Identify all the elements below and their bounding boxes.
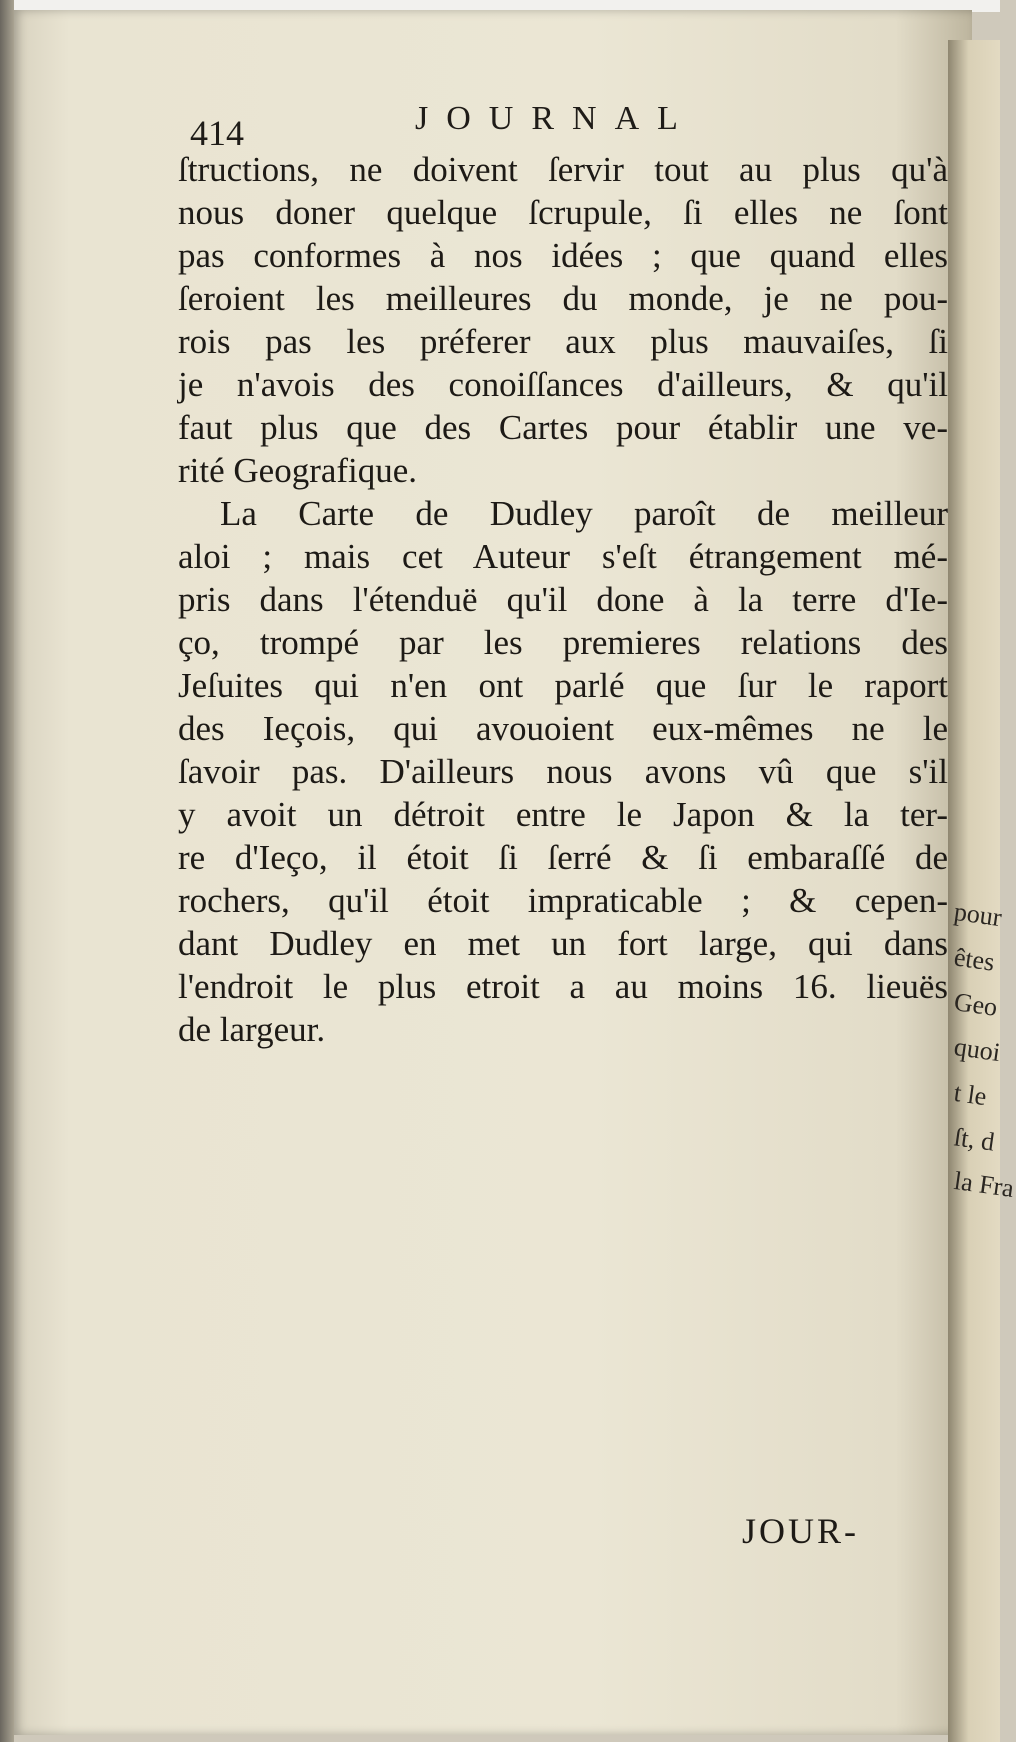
catchword: JOUR- xyxy=(742,1511,860,1551)
text-line: faut plus que des Cartes pour établir une ve- xyxy=(178,408,948,447)
facing-page-edge xyxy=(948,40,1016,1742)
text-line: pas conformes à nos idées ; que quand elles xyxy=(178,236,948,275)
text-line: nous doner quelque ſcrupule, ſi elles ne ſont xyxy=(178,193,948,232)
text-line: ſavoir pas. D'ailleurs nous avons vû que s'il xyxy=(178,752,948,791)
facing-fragment: êtes xyxy=(952,942,997,977)
page-number: 414 xyxy=(190,113,244,153)
facing-fragment: Geo xyxy=(952,987,1000,1022)
paragraph xyxy=(178,492,948,1051)
text-line: de largeur. xyxy=(178,1010,326,1049)
running-title: JOURNAL xyxy=(415,100,696,137)
facing-fragment: la Fra xyxy=(952,1165,1016,1204)
text-line: Jeſuites qui n'en ont parlé que ſur le raport xyxy=(178,666,948,705)
book-spine-shadow xyxy=(0,0,14,1742)
text-line: des Ieçois, qui avouoient eux-mêmes ne le xyxy=(178,709,948,748)
text-line: rité Geografique. xyxy=(178,451,418,490)
paragraph xyxy=(178,148,948,492)
text-line: ſtructions, ne doivent ſervir tout au plus qu'à xyxy=(178,150,948,189)
facing-fragment: t le xyxy=(952,1077,989,1112)
text-line: rochers, qu'il étoit impraticable ; & cepen- xyxy=(178,881,948,920)
text-line: dant Dudley en met un fort large, qui dans xyxy=(178,924,948,963)
text-line: re d'Ieço, il étoit ſi ſerré & ſi embaraſſé de xyxy=(178,838,948,877)
facing-fragment: ſt, d xyxy=(952,1122,997,1157)
text-line: ſeroient les meilleures du monde, je ne pou- xyxy=(178,279,948,318)
text-line: rois pas les préferer aux plus mauvaiſes, ſi xyxy=(178,322,948,361)
text-line: ço, trompé par les premieres relations des xyxy=(178,623,948,662)
facing-fragment: pour xyxy=(952,896,1004,933)
page-text xyxy=(178,148,948,1051)
text-line: l'endroit le plus etroit a au moins 16. lieuës xyxy=(178,967,948,1006)
text-line: je n'avois des conoiſſances d'ailleurs, & qu'il xyxy=(178,365,948,404)
text-line: La Carte de Dudley paroît de meilleur xyxy=(220,494,948,533)
text-line: y avoit un détroit entre le Japon & la ter- xyxy=(178,795,948,834)
text-line: aloi ; mais cet Auteur s'eſt étrangement mé- xyxy=(178,537,948,576)
facing-fragment: quoi xyxy=(952,1031,1003,1068)
text-line: pris dans l'étenduë qu'il done à la terre d'Ie- xyxy=(178,580,948,619)
